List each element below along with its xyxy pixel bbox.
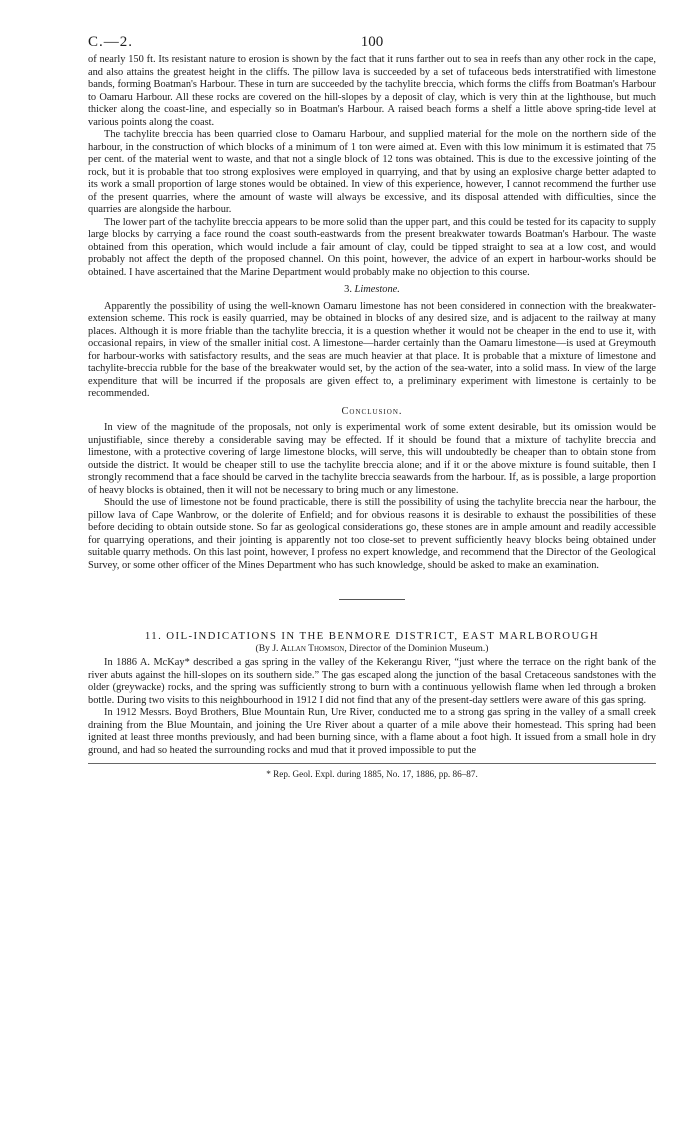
section-title: 11. OIL-INDICATIONS IN THE BENMORE DISTRICT, EAST MARLBOROUGH	[144, 630, 600, 642]
author-byline	[88, 643, 656, 655]
document-page	[88, 30, 656, 780]
subheading-title: Limestone.	[354, 284, 400, 295]
page-header	[88, 30, 656, 54]
body-text-part-4	[88, 657, 656, 757]
byline-suffix: , Director of the Dominion Museum.)	[344, 643, 489, 654]
paragraph: The lower part of the tachylite breccia appears to be more solid than the upper part, and this could be tested for its capacity to supply large blocks by carrying a face round the coast south-eastwards from the present breakwater towards Boatman's Harbour. The waste obtained from this operation, which would include a fair amount of clay, could be tipped straight to sea at a low cost, and would probably not affect the depth of the proposed channel. On this point, however, the advice of an expert in harbour-works should be obtained. I have ascertained that the Marine Department would probably make no objection to this course.	[88, 216, 656, 278]
subheading-limestone	[88, 284, 656, 297]
footnote: * Rep. Geol. Expl. during 1885, No. 17, 1886, pp. 86–87.	[266, 769, 478, 779]
paragraph: Apparently the possibility of using the well-known Oamaru limestone has not been considered in connection with the breakwater-extension scheme. This rock is easily quarried, may be obtained in blocks of any desired size, and is adjacent to the railway at many places. Although it is more friable than the tachylite breccia, it is a question whether it would not be cheaper in the end to use it, with occasional repairs, in view of the smaller initial cost. A limestone—harder certainly than the Oamaru limestone—is used at Greymouth for harbour-works with satisfactory results, and the seas are much heavier at that place. It is probable that a mixture of limestone and tachylite-breccia rubble for the base of the breakwater would set, by the action of the sea-water, into a solid mass. In view of the large expenditure that will be incurred if the proposals are given effect to, a preliminary experiment with limestone is certainly to be recommended.	[88, 300, 656, 399]
page-number: 100	[360, 34, 384, 50]
paragraph: In view of the magnitude of the proposals, not only is experimental work of some extent desirable, but its omission would be unjustifiable, since thereby a considerable saving may be effected. If it should be found that a mixture of tachylite breccia and limestone, with a protective covering of large limestone blocks, will serve, this will undoubtedly be cheaper than to obtain stone from outside the district. It would be cheaper still to use the tachylite breccia alone; and if it or the above mixture is found suitable, then I strongly recommend that a face should be carved in the tachylite breccia seawards from the harbour. If, as is possible, a large proportion of heavy blocks is obtained, then it will not be necessary to bring much or any limestone.	[88, 422, 656, 496]
paragraph: Should the use of limestone not be found practicable, there is still the possibility of using the tachylite breccia near the harbour, the pillow lava of Cape Wanbrow, or the dolerite of Enfield; and for obvious reasons it is desirable to exhaust the possibilities of these before deciding to obtain outside stone. So far as geological considerations go, these stones are in ample amount and readily accessible for quarrying operations, and their jointing is apparently not too close-set to prevent sufficiently heavy blocks being obtained under suitable quarry methods. On this last point, however, I profess no expert knowledge, and recommend that the Director of the Geological Survey, or some other officer of the Mines Department who has such knowledge, should be asked to make an examination.	[88, 497, 656, 571]
byline-prefix: (By	[255, 643, 273, 654]
subheading-number: 3.	[344, 284, 352, 295]
footnote-rule	[88, 763, 656, 764]
paragraph: In 1886 A. McKay* described a gas spring in the valley of the Kekerangu River, “just where the terrace on the right bank of the river abuts against the hill-slopes on its southern side.” The gas escaped along the junction of the basal Cretaceous sandstones with the older (greywacke) rocks, and the spring was sufficiently strong to burn with a continuous yellowish flame when led through a broken bottle. During two visits to this neighbourhood in 1912 I did not find that any of the present-day settlers were aware of this gas spring.	[88, 657, 656, 706]
subheading-conclusion: Conclusion.	[341, 405, 403, 417]
section-divider	[339, 599, 405, 600]
paragraph: In 1912 Messrs. Boyd Brothers, Blue Mountain Run, Ure River, conducted me to a strong gas spring in the valley of a small creek draining from the Blue Mountain, and joining the Ure River about a quarter of a mile above their homestead. This spring had been ignited at least three months previously, and had been burning since, with a flame about a foot high. It issued from a small hole in dry ground, and had so heated the surrounding rocks and mud that it proved impossible to put the	[88, 707, 656, 756]
body-text-part-2	[88, 301, 656, 401]
paragraph: The tachylite breccia has been quarried close to Oamaru Harbour, and supplied material for the mole on the northern side of the harbour, in the construction of which blocks of a minimum of 1 ton were aimed at. Even with this low minimum it is estimated that 75 per cent. of the material went to waste, and that not a single block of 12 tons was obtained. This is due to the excessive jointing of the rock, but it is probable that too strong explosives were employed in quarrying, and that by using an explosive charge better adapted to its work a small proportion of large stones would be obtained. In view of this experience, however, I cannot recommend the further use of the present quarries, where the amount of waste will always be excessive, and its disposal attended with difficulties, since the quarries are alongside the harbour.	[88, 129, 656, 215]
byline-author: J. Allan Thomson	[272, 643, 345, 654]
paragraph: of nearly 150 ft. Its resistant nature to erosion is shown by the fact that it runs farther out to sea in reefs than any other rock in the cape, and also attains the greatest height in the cliffs. The pillow lava is succeeded by a set of tufaceous beds interstratified with limestone bands, forming Boatman's Harbour. These in turn are succeeded by the tachylite breccia, which forms the cliffs from Boatman's Harbour to Oamaru Harbour. All these rocks are covered on the hill-slopes by a deposit of clay, which is very thin at the lighthouse, but much thicker along the coast-line, and especially so in Boatman's Harbour. A raised beach forms a shelf a little above spring-tide level at various points along the coast.	[88, 54, 656, 128]
body-text-part-3	[88, 422, 656, 572]
body-text-part-1	[88, 54, 656, 279]
report-series-label: C.—2.	[88, 34, 134, 50]
